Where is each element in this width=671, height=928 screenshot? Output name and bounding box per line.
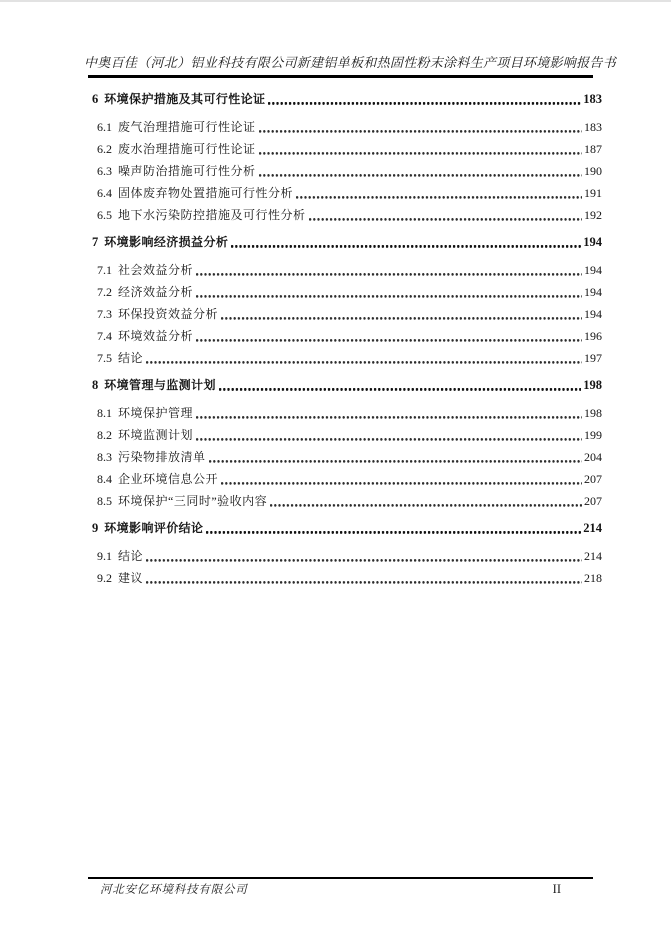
toc-entry[interactable]: [92, 182, 602, 204]
toc-entry[interactable]: [92, 545, 602, 567]
toc-leader-dots: [219, 388, 581, 391]
toc-leader-dots: [196, 339, 582, 342]
toc-entry-page: 199: [584, 428, 602, 442]
toc-entry-title: 环境监测计划: [118, 428, 194, 442]
toc-entry-number: 9.1: [97, 549, 112, 563]
toc-entry-title: 环境影响经济损益分析: [104, 235, 229, 249]
toc-leader-dots: [296, 196, 582, 199]
toc-entry-title: 固体废弃物处置措施可行性分析: [118, 186, 294, 200]
toc-leader-dots: [196, 416, 582, 419]
toc-entry-page: 197: [584, 351, 602, 365]
toc-entry-page: 207: [584, 472, 602, 486]
toc-entry-number: 7.5: [97, 351, 112, 365]
toc-entry-page: 183: [583, 92, 602, 106]
toc-entry-page: 190: [584, 164, 602, 178]
toc-entry-number: 8.5: [97, 494, 112, 508]
page-header-title: 中奥百佳（河北）铝业科技有限公司新建铝单板和热固性粉末涂料生产项目环境影响报告书: [84, 55, 617, 70]
toc-entry-title: 环境管理与监测计划: [104, 378, 216, 392]
toc-entry-number: 6.2: [97, 142, 112, 156]
toc-leader-dots: [231, 245, 581, 248]
page-footer: [88, 881, 593, 897]
toc-leader-dots: [196, 273, 582, 276]
toc-entry-title: 噪声防治措施可行性分析: [118, 164, 256, 178]
toc-entry-page: 191: [584, 186, 602, 200]
toc-entry-title: 结论: [118, 351, 144, 365]
toc-entry-number: 6.5: [97, 208, 112, 222]
toc-entry-page: 194: [584, 263, 602, 277]
toc-leader-dots: [259, 152, 582, 155]
toc-entry-number: 9.2: [97, 571, 112, 585]
toc-entry-number: 8.4: [97, 472, 112, 486]
toc-entry-number: 6.1: [97, 120, 112, 134]
toc-entry-title: 废水治理措施可行性论证: [118, 142, 256, 156]
toc-entry-title: 环境影响评价结论: [104, 521, 204, 535]
toc-entry[interactable]: [92, 402, 602, 424]
footer-rule: [88, 877, 593, 879]
toc-leader-dots: [309, 218, 582, 221]
toc-entry-page: 194: [584, 307, 602, 321]
toc-entry-page: 196: [584, 329, 602, 343]
toc-entry[interactable]: [92, 468, 602, 490]
toc-entry-page: 198: [583, 378, 602, 392]
toc-entry-title: 经济效益分析: [118, 285, 194, 299]
toc-leader-dots: [196, 295, 582, 298]
toc-entry-page: 207: [584, 494, 602, 508]
toc-entry[interactable]: [92, 517, 602, 539]
toc-entry-page: 214: [583, 521, 602, 535]
toc-entry-title: 废气治理措施可行性论证: [118, 120, 256, 134]
toc-leader-dots: [259, 174, 582, 177]
toc-entry-number: 6.4: [97, 186, 112, 200]
toc-leader-dots: [196, 438, 582, 441]
toc-entry[interactable]: [92, 88, 602, 110]
toc-entry-page: 204: [584, 450, 602, 464]
toc-leader-dots: [146, 361, 582, 364]
toc-entry-page: 183: [584, 120, 602, 134]
toc-entry-page: 187: [584, 142, 602, 156]
toc-entry-number: 9: [92, 521, 99, 535]
toc-entry-page: 194: [584, 285, 602, 299]
toc-entry-title: 社会效益分析: [118, 263, 194, 277]
toc-entry-number: 8.1: [97, 406, 112, 420]
toc-entry[interactable]: [92, 374, 602, 396]
toc-entry-title: 地下水污染防控措施及可行性分析: [118, 208, 306, 222]
toc-entry[interactable]: [92, 325, 602, 347]
toc-entry-title: 污染物排放清单: [118, 450, 206, 464]
toc-entry[interactable]: [92, 116, 602, 138]
toc-leader-dots: [268, 102, 581, 105]
toc-entry[interactable]: [92, 347, 602, 369]
toc-entry-title: 建议: [118, 571, 144, 585]
toc-entry[interactable]: [92, 259, 602, 281]
toc-entry-number: 7: [92, 235, 99, 249]
toc-entry-number: 7.3: [97, 307, 112, 321]
toc-entry[interactable]: [92, 490, 602, 512]
toc-entry-number: 7.1: [97, 263, 112, 277]
header-rule: [88, 75, 593, 78]
toc-entry[interactable]: [92, 281, 602, 303]
toc-entry-title: 环保投资效益分析: [118, 307, 219, 321]
toc-entry[interactable]: [92, 303, 602, 325]
footer-page-number: II: [552, 882, 561, 896]
toc-leader-dots: [146, 581, 582, 584]
footer-company-name: 河北安亿环境科技有限公司: [100, 884, 248, 896]
toc-entry-page: 198: [584, 406, 602, 420]
toc-entry[interactable]: [92, 204, 602, 226]
toc-leader-dots: [209, 460, 582, 463]
toc-entry-title: 结论: [118, 549, 144, 563]
toc-entry[interactable]: [92, 567, 602, 589]
toc-entry-number: 6: [92, 92, 99, 106]
scan-artifact-line: [0, 0, 671, 2]
toc-entry[interactable]: [92, 231, 602, 253]
toc-entry[interactable]: [92, 424, 602, 446]
toc-entry-number: 7.2: [97, 285, 112, 299]
toc-entry-title: 环境保护措施及其可行性论证: [104, 92, 266, 106]
toc-leader-dots: [221, 482, 582, 485]
toc-entry-number: 8: [92, 378, 99, 392]
toc-entry-number: 8.2: [97, 428, 112, 442]
toc-leader-dots: [146, 559, 582, 562]
toc-entry-title: 环境保护“三同时”验收内容: [118, 494, 268, 508]
table-of-contents: [92, 83, 602, 589]
toc-leader-dots: [221, 317, 582, 320]
toc-leader-dots: [259, 130, 582, 133]
toc-entry[interactable]: [92, 138, 602, 160]
toc-entry-title: 环境效益分析: [118, 329, 194, 343]
toc-entry[interactable]: [92, 446, 602, 468]
toc-entry-title: 企业环境信息公开: [118, 472, 219, 486]
toc-leader-dots: [270, 504, 582, 507]
toc-entry-number: 6.3: [97, 164, 112, 178]
toc-entry-page: 218: [584, 571, 602, 585]
toc-leader-dots: [206, 531, 581, 534]
toc-entry-number: 7.4: [97, 329, 112, 343]
toc-entry[interactable]: [92, 160, 602, 182]
toc-entry-page: 192: [584, 208, 602, 222]
toc-entry-number: 8.3: [97, 450, 112, 464]
toc-entry-title: 环境保护管理: [118, 406, 194, 420]
toc-entry-page: 194: [583, 235, 602, 249]
toc-entry-page: 214: [584, 549, 602, 563]
